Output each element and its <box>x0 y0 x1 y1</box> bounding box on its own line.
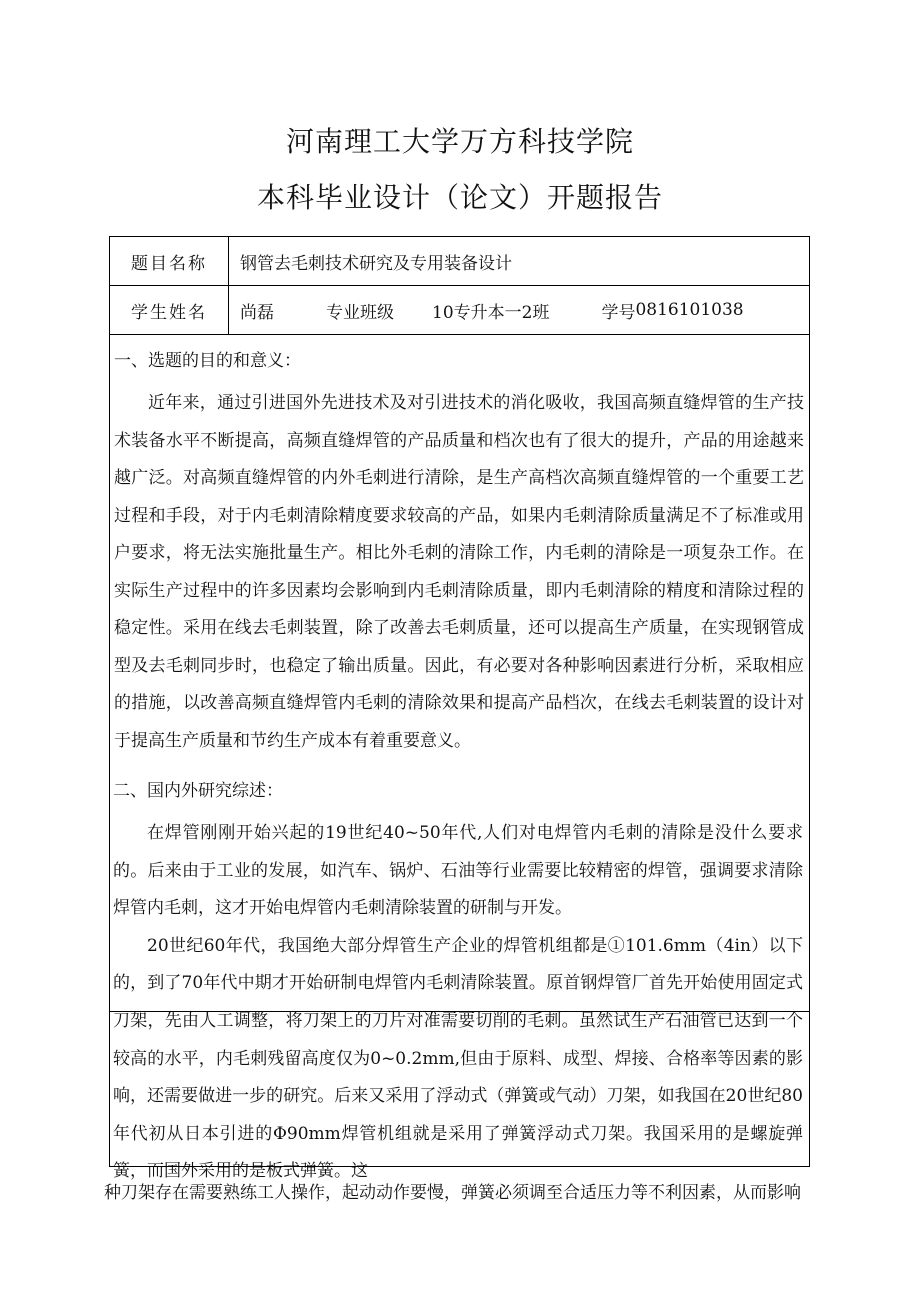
topic-label: 题目名称 <box>110 237 229 285</box>
student-row <box>110 286 809 335</box>
report-title-type: 本科毕业设计（论文）开题报告 <box>256 181 663 214</box>
continuation-text: 种刀架存在需要熟练工人操作，起动动作要慢，弹簧必须调至合适压力等不利因素，从而影响 <box>104 1183 801 1203</box>
student-info <box>240 286 744 334</box>
section2-paragraph-1: 在焊管刚刚开始兴起的19世纪40~50年代,人们对电焊管内毛刺的清除是没什么要求的。后来由于工业的发展，如汽车、锅炉、石油等行业需要比较精密的焊管，强调要求清除焊管内毛刺，这才开始电焊管内毛刺清除装置的研制与开发。 <box>113 823 803 919</box>
section-purpose <box>114 349 804 760</box>
student-id-label: 学号 <box>601 302 636 323</box>
report-title-school: 河南理工大学万方科技学院 <box>285 125 634 158</box>
section-review <box>113 779 803 1191</box>
student-name: 尚磊 <box>240 302 274 323</box>
major-label: 专业班级 <box>326 302 394 323</box>
section1-paragraph: 近年来，通过引进国外先进技术及对引进技术的消化吸收，我国高频直缝焊管的生产技术装备水平不断提高，高频直缝焊管的产品质量和档次也有了很大的提升，产品的用途越来越广泛。对高频直缝焊管的内外毛刺进行清除，是生产高档次高频直缝焊管的一个重要工艺过程和手段，对于内毛刺清除精度要求较高的产品，如果内毛刺清除质量满足不了标准或用户要求，将无法实施批量生产。相比外毛刺的清除工作，内毛刺的清除是一项复杂工作。在实际生产过程中的许多因素均会影响到内毛刺清除质量，即内毛刺清除的精度和清除过程的稳定性。采用在线去毛刺装置，除了改善去毛刺质量，还可以提高生产质量，在实现钢管成型及去毛刺同步时，也稳定了输出质量。因此，有必要对各种影响因素进行分析，采取相应的措施，以改善高频直缝焊管内毛刺的清除效果和提高产品档次，在线去毛刺装置的设计对于提高生产质量和节约生产成本有着重要意义。 <box>114 393 804 751</box>
section1-heading: 一、选题的目的和意义： <box>114 351 301 371</box>
topic-value: 钢管去毛刺技术研究及专用装备设计 <box>240 253 512 274</box>
student-id-value: 0816101038 <box>635 300 744 320</box>
topic-row <box>110 237 809 286</box>
table-bottom-border <box>109 1166 810 1167</box>
major-value: 10专升本一2班 <box>432 302 550 323</box>
section2-heading: 二、国内外研究综述： <box>113 781 283 801</box>
student-label: 学生姓名 <box>110 286 229 334</box>
section2-paragraph-2: 20世纪60年代，我国绝大部分焊管生产企业的焊管机组都是①101.6mm（4in）以下的，到了70年代中期才开始研制电焊管内毛刺清除装置。原首钢焊管厂首先开始使用固定式刀架，先由人工调整，将刀架上的刀片对准需要切削的毛刺。虽然试生产石油管已达到一个较高的水平，内毛刺残留高度仅为0~0.2mm,但由于原料、成型、焊接、合格率等因素的影响，还需要做进一步的研究。后来又采用了浮动式（弹簧或气动）刀架，如我国在20世纪80年代初从日本引进的Φ90mm焊管机组就是采用了弹簧浮动式刀架。我国采用的是螺旋弹簧，而国外采用的是板式弹簧。这 <box>113 935 803 1182</box>
